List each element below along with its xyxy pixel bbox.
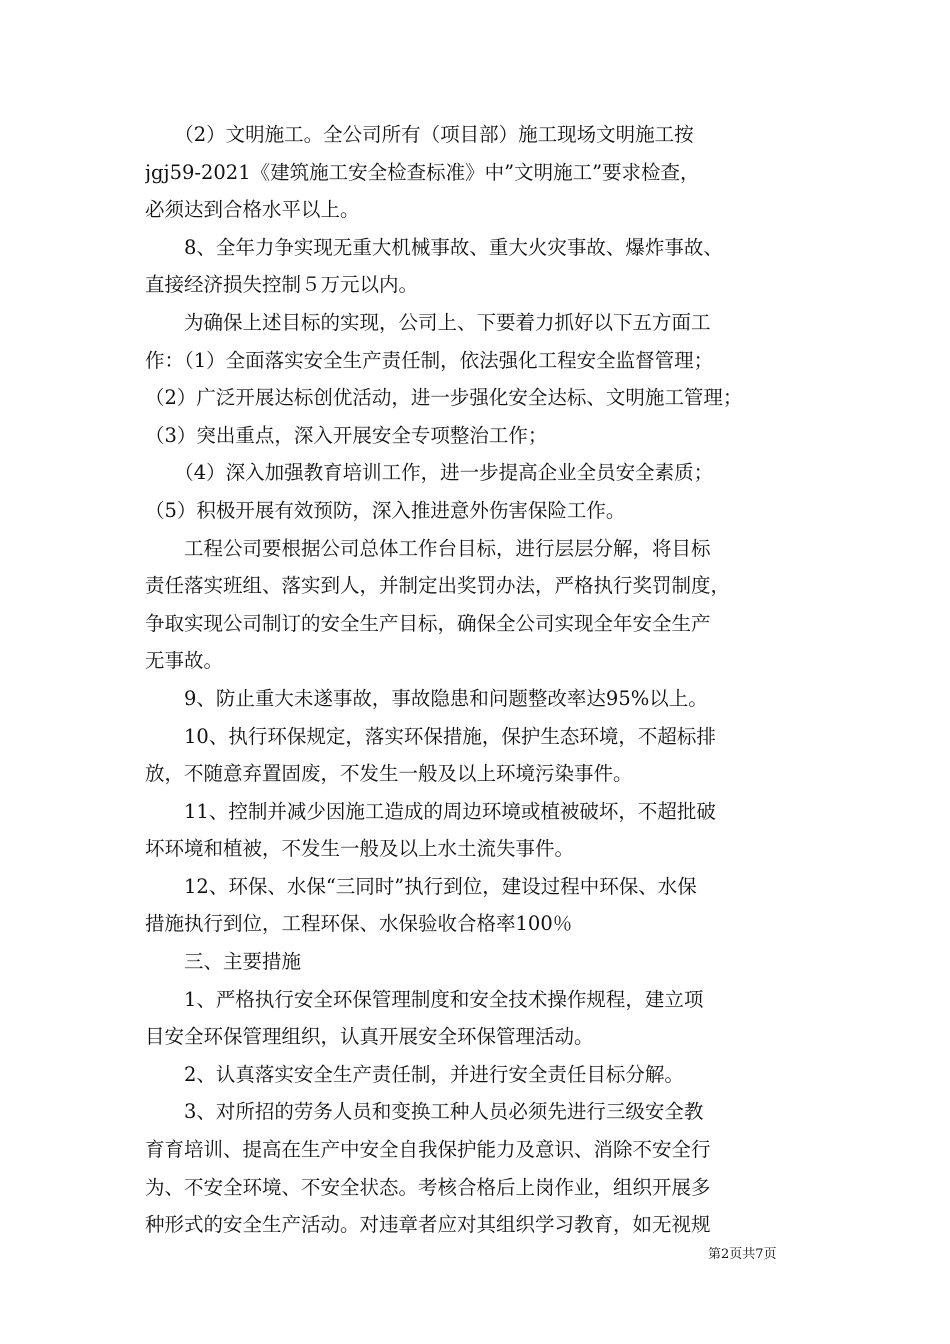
- text-line: （4）深入加强教育培训工作，进一步提高企业全员安全素质；: [145, 461, 714, 485]
- text-line: 作：（1）全面落实安全生产责任制，依法强化工程安全监督管理；: [145, 348, 714, 372]
- text-line: 责任落实班组、落实到人，并制定出奖罚办法，严格执行奖罚制度，: [145, 574, 731, 598]
- text-line: 坏环境和植被，不发生一般及以上水土流失事件。: [145, 837, 575, 861]
- text-line: jgj59-2021《建筑施工安全检查标准》中”文明施工”要求检查，: [145, 160, 700, 184]
- text-line: 3、对所招的劳务人员和变换工种人员必须先进行三级安全教: [145, 1100, 704, 1124]
- text-line: （5）积极开展有效预防，深入推进意外伤害保险工作。: [145, 498, 626, 522]
- text-line: 必须达到合格水平以上。: [145, 198, 360, 222]
- text-line: 直接经济损失控制５万元以内。: [145, 273, 419, 297]
- text-line: 9、防止重大未遂事故，事故隐患和问题整改率达95%以上。: [145, 686, 708, 710]
- text-line: （3）突出重点，深入开展安全专项整治工作；: [145, 423, 548, 447]
- text-line: 争取实现公司制订的安全生产目标，确保全公司实现全年安全生产: [145, 611, 711, 635]
- text-line: 8、全年力争实现无重大机械事故、重大火灾事故、爆炸事故、: [145, 235, 723, 259]
- text-line: 为、不安全环境、不安全状态。考核合格后上岗作业，组织开展多: [145, 1175, 711, 1199]
- text-line: 11、控制并减少因施工造成的周边环境或植被破坏，不超批破: [145, 799, 716, 823]
- text-line: 2、认真落实安全生产责任制，并进行安全责任目标分解。: [145, 1062, 684, 1086]
- text-line: （2）广泛开展达标创优活动，进一步强化安全达标、文明施工管理；: [145, 386, 743, 410]
- text-line: 目安全环保管理组织，认真开展安全环保管理活动。: [145, 1025, 594, 1049]
- text-line: 育育培训、提高在生产中安全自我保护能力及意识、消除不安全行: [145, 1138, 711, 1162]
- text-line: （2）文明施工。全公司所有（项目部）施工现场文明施工按: [145, 123, 694, 146]
- text-line: 1、严格执行安全环保管理制度和安全技术操作规程，建立项: [145, 987, 704, 1011]
- text-line: 工程公司要根据公司总体工作台目标，进行层层分解，将目标: [145, 536, 711, 560]
- text-line: 10、执行环保规定，落实环保措施，保护生态环境，不超标排: [145, 724, 716, 748]
- document-body: [145, 116, 810, 1244]
- text-line: 种形式的安全生产活动。对违章者应对其组织学习教育，如无视规: [145, 1213, 711, 1237]
- page-number: 第2页共7页: [708, 1247, 777, 1262]
- text-line: 措施执行到位，工程环保、水保验收合格率100％: [145, 912, 573, 936]
- text-line: 放，不随意弃置固废，不发生一般及以上环境污染事件。: [145, 762, 633, 786]
- text-line: 无事故。: [145, 649, 224, 673]
- text-line: 为确保上述目标的实现，公司上、下要着力抓好以下五方面工: [145, 310, 711, 334]
- text-line: 三、主要措施: [145, 950, 302, 974]
- text-line: 12、环保、水保“三同时”执行到位，建设过程中环保、水保: [145, 874, 697, 898]
